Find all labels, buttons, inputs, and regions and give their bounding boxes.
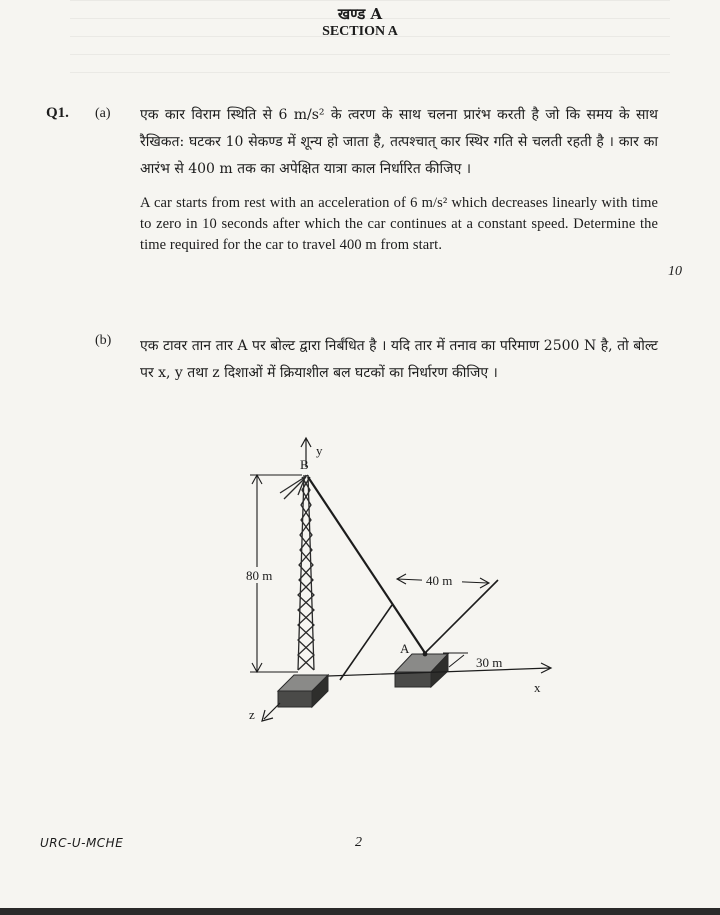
paper-code: URC-U-MCHE [40,836,124,850]
section-heading-english: SECTION A [322,24,398,39]
part-a-english-text: A car starts from rest with an acceleration of 6 m/s² which decreases linearly with time to zero in 10 seconds after which the car continues at a constant speed. Determine the time required for the car to travel 400 m from start. [140,195,658,253]
axis-y-label: y [316,443,323,458]
dimension-30m-slant [449,655,464,667]
axis-z-label: z [249,707,255,722]
figure-svg [240,435,570,725]
scan-bottom-edge [0,908,720,915]
anchor-base-block [395,652,448,687]
tower-lattice [280,475,314,670]
point-b-label: B [300,457,309,472]
part-a-hindi-text: एक कार विराम स्थिति से 6 m/s² के त्वरण के साथ चलना प्रारंभ करती है जो कि समय के साथ रैखिकत: घटकर 10 सेकण्ड में शून्य हो जाता है, तत्पश्चात् कार स्थिर गति से चलती रहती है । कार का आरंभ से 400 m तक का अपेक्षित यात्रा काल निर्धारित कीजिए । [140,107,658,177]
construction-line-right [425,580,498,653]
tower-guy-wire-figure [240,435,570,725]
point-a-label: A [400,641,410,656]
part-a-label: (a) [95,106,111,121]
dimension-80m-label: 80 m [246,568,273,583]
tower-base-block [278,675,328,707]
dimension-30m-label: 30 m [476,655,503,670]
axis-x-label: x [534,680,541,695]
section-heading-hindi: खण्ड A [337,5,383,23]
page-number: 2 [355,835,362,850]
part-b-hindi-text: एक टावर तान तार A पर बोल्ट द्वारा निर्बंधित है । यदि तार में तनाव का परिमाण 2500 N है, तो बोल्ट पर x, y तथा z दिशाओं में क्रियाशील बल घटकों का निर्धारण कीजिए । [140,338,658,381]
z-axis-line [264,703,280,719]
part-a-marks: 10 [668,264,682,279]
part-b-label: (b) [95,333,112,348]
question-number: Q1. [46,105,69,121]
dimension-40m-label: 40 m [426,573,453,588]
construction-line-left [340,605,392,680]
guy-wire [308,477,425,653]
